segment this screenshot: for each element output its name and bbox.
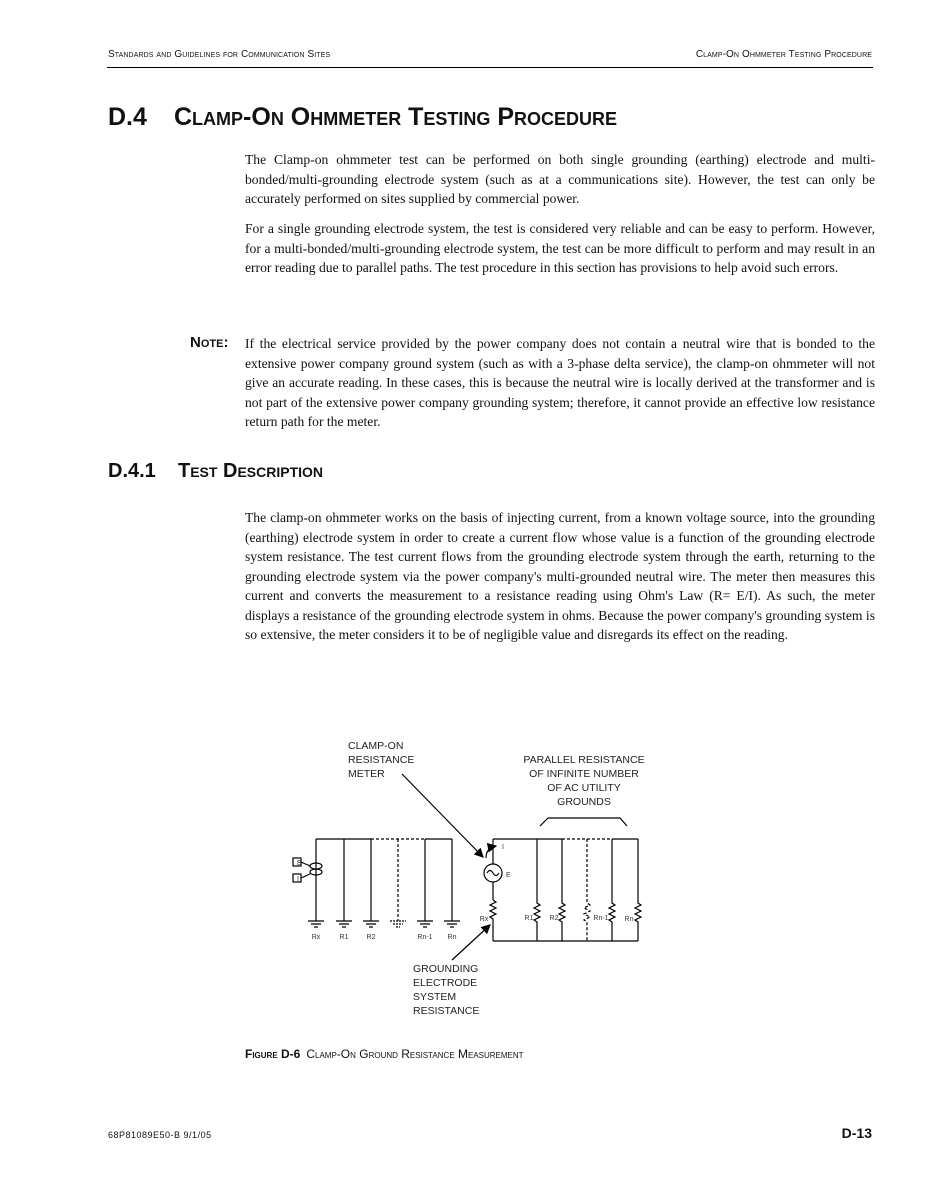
ground-symbol bbox=[417, 921, 433, 927]
parallel-resistor-branch bbox=[559, 839, 565, 941]
electrode-label-4: RESISTANCE bbox=[413, 1005, 480, 1017]
right-label-r1: R1 bbox=[524, 915, 534, 922]
paragraph-2: For a single grounding electrode system, the test is considered very reliable and can be easy to perform. However, for a multi-bonded/multi-grounding electrode system, the test can be more difficult to perform and may result in an error reading due to parallel paths. The test procedure in this section has provisions to help avoid such errors. bbox=[245, 221, 875, 275]
subsection-number: D.4.1 bbox=[108, 460, 156, 482]
left-label-r1: R1 bbox=[339, 934, 349, 941]
running-header-right: Clamp-On Ohmmeter Testing Procedure bbox=[695, 49, 872, 60]
right-label-rn: Rn bbox=[624, 916, 634, 923]
right-label-rx: Rx bbox=[479, 916, 489, 923]
subsection-title: Test Description bbox=[178, 460, 324, 482]
ground-symbol bbox=[308, 921, 324, 927]
parallel-label-4: GROUNDS bbox=[557, 796, 611, 808]
meter-terminal-i: I bbox=[297, 876, 299, 883]
parallel-resistor-branch bbox=[534, 839, 540, 941]
meter-label-2: RESISTANCE bbox=[348, 754, 415, 766]
ground-symbol bbox=[390, 921, 406, 927]
page-number: D-13 bbox=[841, 1125, 872, 1141]
meter-label-1: CLAMP-ON bbox=[348, 740, 404, 752]
right-label-rn-1: Rn-1 bbox=[593, 915, 609, 922]
running-header-left: Standards and Guidelines for Communication Sites bbox=[108, 49, 331, 60]
meter-label-3: METER bbox=[348, 768, 385, 780]
left-label-rx: Rx bbox=[311, 934, 321, 941]
parallel-label-2: OF INFINITE NUMBER bbox=[529, 768, 639, 780]
electrode-label-3: SYSTEM bbox=[413, 991, 457, 1003]
ground-symbol bbox=[444, 921, 460, 927]
left-label-rn-1: Rn-1 bbox=[417, 934, 433, 941]
meter-terminal-e: E bbox=[297, 860, 302, 867]
note-label: Note: bbox=[190, 334, 229, 351]
current-label: I bbox=[502, 844, 504, 851]
figure-title: Clamp-On Ground Resistance Measurement bbox=[306, 1047, 524, 1061]
parallel-label-1: PARALLEL RESISTANCE bbox=[523, 754, 645, 766]
parallel-resistor-branch bbox=[584, 839, 590, 941]
left-label-rn: Rn bbox=[447, 934, 457, 941]
subsection-paragraph: The clamp-on ohmmeter works on the basis of injecting current, from a known voltage source, into the grounding (earthing) electrode system in order to create a current flow whose value is a function of the grounding electrode system resistance. The test current flows from the grounding electrode system through the earth, returning to the grounding electrode system via the power company's multi-grounded neutral wire. The meter then measures this current and converts the measurement to a resistance reading using Ohm's Law (R= E/I). As such, the meter displays a resistance of the grounding electrode system in ohms. Because the power company's grounding system is so extensive, the meter considers it to be of negligible value and disregards its effect on the reading. bbox=[245, 510, 875, 642]
section-number: D.4 bbox=[108, 103, 147, 131]
paragraph-1: The Clamp-on ohmmeter test can be performed on both single grounding (earthing) electrode and multi-bonded/multi-grounding electrode system (such as at a communications site). However, the test can only be accurately performed on sites supplied by commercial power. bbox=[245, 152, 875, 206]
source-voltage-label: E bbox=[506, 872, 511, 879]
electrode-label-1: GROUNDING bbox=[413, 963, 479, 975]
right-label-r2: R2 bbox=[549, 915, 559, 922]
electrode-label-2: ELECTRODE bbox=[413, 977, 478, 989]
ground-symbol bbox=[336, 921, 352, 927]
left-circuit bbox=[293, 839, 460, 927]
ground-symbol bbox=[363, 921, 379, 927]
section-title: Clamp-On Ohmmeter Testing Procedure bbox=[174, 103, 618, 131]
figure-number: Figure D-6 bbox=[245, 1047, 301, 1061]
note-text: If the electrical service provided by the power company does not contain a neutral wire that is bonded to the extensive power company ground system (such as with a 3-phase delta service), the clamp-on ohmmeter will not give an accurate reading. In these cases, this is because the neutral wire is locally derived at the transformer and is not part of the extensive power company grounding system; therefore, it cannot provide an effective low resistance return path for the meter. bbox=[245, 336, 875, 429]
footer-doc-id: 68P81089E50-B 9/1/05 bbox=[108, 1130, 212, 1140]
parallel-resistor-branch bbox=[609, 839, 615, 941]
figure-caption bbox=[245, 1047, 524, 1061]
left-label-r2: R2 bbox=[366, 934, 376, 941]
parallel-label-3: OF AC UTILITY bbox=[547, 782, 621, 794]
parallel-resistor-branch bbox=[635, 839, 641, 941]
